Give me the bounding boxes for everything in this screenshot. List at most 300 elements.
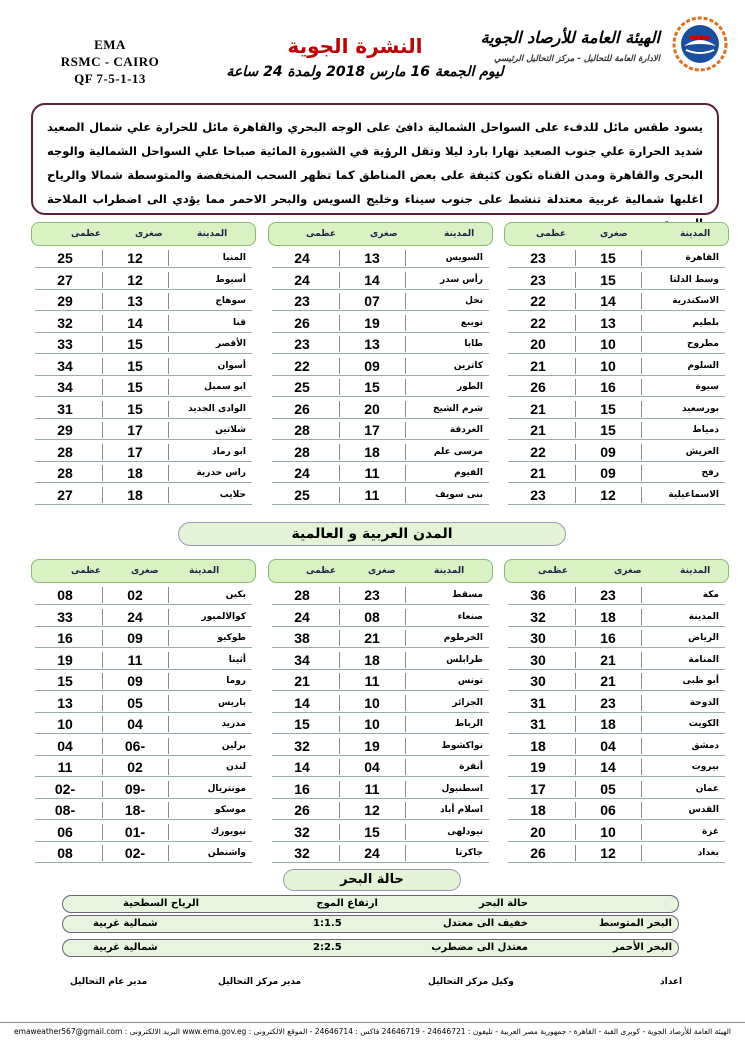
min-temp: 17 [108, 420, 162, 440]
max-temp: 14 [294, 694, 310, 711]
min-temp: 19 [345, 313, 399, 333]
city-name: رفح [647, 463, 725, 483]
max-temp: 34 [57, 379, 73, 395]
table-row [272, 800, 489, 820]
city-name: العريش [647, 442, 725, 462]
table-row [272, 485, 489, 505]
max-temp: 33 [57, 608, 73, 625]
city-header: المدينة [434, 566, 465, 576]
city-name: الاسماعيلية [647, 485, 725, 505]
min-temp: 09 [345, 356, 399, 376]
sea-col-wind: الرياح السطحية [123, 898, 200, 909]
table-row [35, 442, 252, 462]
city-name: دمشق [647, 736, 725, 756]
sea-wave: 2:2.5 [313, 942, 342, 953]
city-name: المدينة [647, 607, 725, 627]
table-row [35, 800, 252, 820]
min-temp: 11 [345, 485, 399, 505]
min-temp: 24 [108, 607, 162, 627]
table-row [272, 822, 489, 842]
min-temp: 14 [345, 270, 399, 290]
max-temp: 31 [530, 694, 546, 711]
min-temp: 04 [581, 736, 635, 756]
min-temp: 07 [345, 291, 399, 311]
forecast-text: يسود طقس مائل للدفء على السواحل الشمالية دافئ على الوجه البحري والقاهرة مائل للحرارة علي شمال الصعيد شديد الحرارة علي جنوب الصعيد نهارا بارد ليلا وتقل الرؤية في الشبورة المائية صباحا علي السواحل الشمالية والوجه البحرى والقاهرة ومدن القناه تكون كثيفة على بعض المناطق كما تظهر السحب المنخفضة والمتوسطة شمالا والرياح اغلبها شمالية غربية معتدلة تنشط على جنوب سيناء وخليج السويس والبحر الاحمر مما يؤدي الى اضطراب الملاحة [31, 103, 719, 215]
table-row [272, 377, 489, 397]
table-row [508, 607, 725, 627]
min-temp: 12 [581, 843, 635, 863]
table-row [35, 463, 252, 483]
min-temp: 23 [581, 693, 635, 713]
max-temp: 17 [530, 780, 546, 797]
min-temp: 15 [108, 377, 162, 397]
max-header: عظمى [306, 566, 337, 576]
city-name: سوهاج [174, 291, 252, 311]
city-name: الدوحة [647, 693, 725, 713]
ema-line: EMA [94, 37, 126, 52]
table-row [35, 607, 252, 627]
max-temp: 34 [57, 357, 73, 374]
table-row [508, 822, 725, 842]
city-name: كاترين [411, 356, 489, 376]
city-name: بكين [174, 585, 252, 605]
min-temp: 16 [581, 628, 635, 648]
table-row [272, 334, 489, 354]
max-temp: 28 [57, 465, 73, 481]
city-name: موسكو [174, 800, 252, 820]
world-table-left [31, 559, 256, 861]
max-header: عظمى [306, 229, 337, 239]
min-temp: 11 [345, 463, 399, 483]
min-temp: 14 [581, 291, 635, 311]
max-temp: 08- [54, 802, 76, 818]
table-row [35, 757, 252, 777]
table-row [508, 420, 725, 440]
max-temp: 10 [57, 716, 73, 732]
table-row [272, 714, 489, 734]
max-header: عظمى [71, 566, 102, 576]
min-temp: 20 [345, 399, 399, 419]
min-header: صغرى [131, 566, 159, 576]
city-name: نويبع [411, 313, 489, 333]
table-row [508, 671, 725, 691]
max-temp: 18 [530, 737, 546, 754]
city-name: أسيوط [174, 270, 252, 290]
table-row [35, 822, 252, 842]
city-name: مسقط [411, 585, 489, 605]
max-temp: 32 [294, 845, 310, 861]
table-row [508, 334, 725, 354]
city-name: سيوة [647, 377, 725, 397]
signature-general-manager: مدير عام التحاليل [70, 977, 148, 987]
min-temp: 13 [581, 313, 635, 333]
max-temp: 30 [530, 630, 546, 646]
min-temp: 10 [581, 334, 635, 354]
min-temp: 12 [345, 800, 399, 820]
min-temp: 15 [581, 270, 635, 290]
table-row [35, 628, 252, 648]
max-temp: 19 [530, 759, 546, 775]
city-header: المدينة [189, 566, 220, 576]
city-name: الوادى الجديد [174, 399, 252, 419]
table-row [272, 693, 489, 713]
city-name: القاهرة [647, 248, 725, 268]
table-row [272, 442, 489, 462]
table-row [272, 671, 489, 691]
table-row [508, 714, 725, 734]
bulletin-title: النشرة الجوية [287, 34, 423, 58]
ema-code-block [40, 36, 180, 87]
min-temp: 05 [581, 779, 635, 799]
table-row [35, 313, 252, 333]
min-temp: 06- [108, 736, 162, 756]
table-row [508, 248, 725, 268]
sea-state: معتدل الى مضطرب [431, 942, 528, 953]
table-row [272, 628, 489, 648]
signature-deputy: وكيل مركز التحاليل [428, 977, 514, 987]
table-row [508, 650, 725, 670]
min-header: صغرى [368, 566, 396, 576]
city-name: باريس [174, 693, 252, 713]
table-row [508, 442, 725, 462]
table-row [508, 313, 725, 333]
city-name: الخرطوم [411, 628, 489, 648]
max-temp: 26 [294, 802, 310, 818]
max-temp: 30 [530, 651, 546, 668]
city-name: أبو ظبى [647, 671, 725, 691]
city-name: الأقصر [174, 334, 252, 354]
table-row [272, 399, 489, 419]
city-name: المنيا [174, 248, 252, 268]
table-row [272, 463, 489, 483]
min-temp: 18 [108, 485, 162, 505]
ema-logo-icon [672, 16, 728, 72]
min-temp: 12 [108, 270, 162, 290]
max-temp: 32 [294, 737, 310, 754]
egypt-table-middle [268, 222, 493, 503]
min-temp: 08 [345, 607, 399, 627]
max-temp: 02- [54, 780, 76, 797]
table-row [508, 736, 725, 756]
footer-contact: الهيئة العامة للأرصاد الجوية - كوبرى القبة - القاهرة - جمهورية مصر العربية - تليفون : 24646721 - 24646719 فاكس : 24646714 - الموقع الالكترونى : www.ema.gov.eg البريد الالكترونى : emaweather567@gmail.com [0, 1022, 745, 1043]
table-row [508, 463, 725, 483]
table-row [35, 714, 252, 734]
min-temp: 10 [581, 822, 635, 842]
table-row [272, 843, 489, 863]
max-temp: 25 [57, 250, 73, 266]
table-row [508, 779, 725, 799]
table-row [508, 291, 725, 311]
max-temp: 18 [530, 802, 546, 818]
min-temp: 18 [581, 714, 635, 734]
city-header: المدينة [680, 229, 711, 239]
max-temp: 32 [57, 314, 73, 331]
max-temp: 23 [530, 271, 546, 288]
max-temp: 06 [57, 823, 73, 840]
min-temp: 15 [108, 334, 162, 354]
min-temp: 02 [108, 585, 162, 605]
city-name: نواكشوط [411, 736, 489, 756]
city-name: صنعاء [411, 607, 489, 627]
max-temp: 24 [294, 608, 310, 625]
city-name: شلاتين [174, 420, 252, 440]
max-temp: 08 [57, 845, 73, 861]
min-temp: 09 [108, 628, 162, 648]
max-temp: 26 [530, 845, 546, 861]
city-name: جاكرتا [411, 843, 489, 863]
city-name: مونتريال [174, 779, 252, 799]
city-name: بلطيم [647, 313, 725, 333]
min-temp: 13 [108, 291, 162, 311]
city-name: نيويورك [174, 822, 252, 842]
min-temp: 21 [581, 650, 635, 670]
max-temp: 25 [294, 486, 310, 503]
max-temp: 36 [530, 587, 546, 603]
city-name: مدريد [174, 714, 252, 734]
sea-wave: 1:1.5 [313, 918, 342, 929]
table-row [272, 650, 489, 670]
min-temp: 12 [581, 485, 635, 505]
min-temp: 09 [581, 463, 635, 483]
min-temp: 14 [108, 313, 162, 333]
city-name: شرم الشيخ [411, 399, 489, 419]
city-name: اسطنبول [411, 779, 489, 799]
city-name: عمان [647, 779, 725, 799]
max-temp: 32 [530, 608, 546, 625]
city-name: الكويت [647, 714, 725, 734]
min-temp: 09 [581, 442, 635, 462]
sea-row [62, 915, 679, 933]
sea-row [62, 939, 679, 957]
max-temp: 22 [530, 314, 546, 331]
max-temp: 24 [294, 250, 310, 266]
max-temp: 22 [530, 443, 546, 460]
city-name: الفيوم [411, 463, 489, 483]
city-name: كوالالمبور [174, 607, 252, 627]
city-name: أثينا [174, 650, 252, 670]
table-row [35, 843, 252, 863]
max-temp: 33 [57, 336, 73, 352]
world-cities-title: المدن العربية و العالمية [178, 522, 566, 546]
table-row [35, 270, 252, 290]
max-temp: 26 [294, 314, 310, 331]
city-name: طرابلس [411, 650, 489, 670]
max-temp: 24 [294, 465, 310, 481]
table-row [272, 248, 489, 268]
max-temp: 24 [294, 271, 310, 288]
max-temp: 26 [294, 400, 310, 417]
city-name: الطور [411, 377, 489, 397]
table-row [272, 356, 489, 376]
min-temp: 18 [581, 607, 635, 627]
min-temp: 23 [581, 585, 635, 605]
city-name: السويس [411, 248, 489, 268]
city-name: بورسعيد [647, 399, 725, 419]
min-temp: 11 [345, 671, 399, 691]
max-temp: 27 [57, 486, 73, 503]
city-name: أسوان [174, 356, 252, 376]
city-header: المدينة [197, 229, 228, 239]
min-temp: 10 [345, 714, 399, 734]
min-temp: 11 [345, 779, 399, 799]
min-temp: 11 [108, 650, 162, 670]
min-temp: 13 [345, 248, 399, 268]
table-row [272, 607, 489, 627]
min-header: صغرى [600, 229, 628, 239]
min-temp: 04 [108, 714, 162, 734]
sea-state-title: حالة البحر [283, 869, 461, 891]
min-temp: 17 [345, 420, 399, 440]
city-name: طوكيو [174, 628, 252, 648]
max-temp: 34 [294, 651, 310, 668]
min-temp: 12 [108, 248, 162, 268]
table-row [508, 843, 725, 863]
max-temp: 14 [294, 759, 310, 775]
city-name: مكة [647, 585, 725, 605]
city-name: حلايب [174, 485, 252, 505]
table-header [504, 559, 729, 583]
max-header: عظمى [536, 229, 567, 239]
max-temp: 38 [294, 630, 310, 646]
max-temp: 28 [294, 443, 310, 460]
city-name: مطروح [647, 334, 725, 354]
table-row [35, 291, 252, 311]
table-row [508, 485, 725, 505]
table-row [508, 585, 725, 605]
min-temp: 15 [581, 248, 635, 268]
sea-name: البحر الأحمر [612, 942, 672, 953]
city-name: وسط الدلتا [647, 270, 725, 290]
world-table-right [504, 559, 729, 861]
table-header [504, 222, 729, 246]
sea-header-row [62, 895, 679, 913]
min-temp: 04 [345, 757, 399, 777]
city-name: غزة [647, 822, 725, 842]
max-temp: 23 [294, 293, 310, 309]
min-temp: 05 [108, 693, 162, 713]
max-temp: 30 [530, 673, 546, 689]
table-row [272, 291, 489, 311]
table-row [35, 779, 252, 799]
table-row [272, 270, 489, 290]
max-temp: 26 [530, 379, 546, 395]
city-name: بنى سويف [411, 485, 489, 505]
city-name: نيودلهى [411, 822, 489, 842]
max-temp: 21 [530, 357, 546, 374]
rsmc-line: RSMC - CAIRO [60, 54, 160, 69]
city-name: رأس سدر [411, 270, 489, 290]
min-temp: 18 [345, 442, 399, 462]
signature-prepared: اعداد [660, 977, 683, 987]
max-temp: 04 [57, 737, 73, 754]
min-temp: 18 [345, 650, 399, 670]
table-header [268, 559, 493, 583]
city-header: المدينة [444, 229, 475, 239]
table-row [508, 377, 725, 397]
min-temp: 15 [108, 399, 162, 419]
min-temp: 21 [581, 671, 635, 691]
city-name: راس حدربة [174, 463, 252, 483]
max-temp: 22 [294, 357, 310, 374]
sea-name: البحر المتوسط [599, 918, 672, 929]
city-name: القدس [647, 800, 725, 820]
max-temp: 25 [294, 379, 310, 395]
table-row [35, 650, 252, 670]
city-name: أنقرة [411, 757, 489, 777]
city-name: تونس [411, 671, 489, 691]
city-name: الغردقة [411, 420, 489, 440]
min-temp: 15 [345, 822, 399, 842]
min-temp: 24 [345, 843, 399, 863]
egypt-table-left [31, 222, 256, 503]
max-temp: 27 [57, 271, 73, 288]
max-temp: 31 [57, 400, 73, 417]
min-header: صغرى [135, 229, 163, 239]
table-row [508, 356, 725, 376]
max-temp: 21 [530, 422, 546, 438]
city-name: الرباط [411, 714, 489, 734]
table-row [508, 800, 725, 820]
city-name: اسلام أباد [411, 800, 489, 820]
table-header [31, 559, 256, 583]
city-name: برلين [174, 736, 252, 756]
city-name: بغداد [647, 843, 725, 863]
city-name: الاسكندرية [647, 291, 725, 311]
min-header: صغرى [370, 229, 398, 239]
bulletin-date: ليوم الجمعة 16 مارس 2018 ولمدة 24 ساعة [226, 64, 504, 80]
min-temp: 21 [345, 628, 399, 648]
min-temp: 15 [108, 356, 162, 376]
city-name: دمياط [647, 420, 725, 440]
table-row [508, 399, 725, 419]
min-temp: 17 [108, 442, 162, 462]
table-row [35, 585, 252, 605]
city-name: بيروت [647, 757, 725, 777]
city-name: ابو سمبل [174, 377, 252, 397]
max-temp: 11 [57, 759, 73, 775]
table-row [272, 313, 489, 333]
city-name: طابا [411, 334, 489, 354]
city-name: روما [174, 671, 252, 691]
max-temp: 32 [294, 823, 310, 840]
city-name: لندن [174, 757, 252, 777]
city-name: قنا [174, 313, 252, 333]
city-name: ابو رماد [174, 442, 252, 462]
max-temp: 15 [57, 673, 73, 689]
table-header [268, 222, 493, 246]
min-temp: 02- [108, 843, 162, 863]
min-temp: 01- [108, 822, 162, 842]
max-header: عظمى [71, 229, 102, 239]
min-temp: 23 [345, 585, 399, 605]
table-row [508, 270, 725, 290]
max-header: عظمى [538, 566, 569, 576]
table-row [508, 693, 725, 713]
city-header: المدينة [680, 566, 711, 576]
min-temp: 15 [581, 420, 635, 440]
city-name: الرياض [647, 628, 725, 648]
min-temp: 19 [345, 736, 399, 756]
sea-col-wave: ارتفاع الموج [316, 898, 378, 909]
table-row [272, 585, 489, 605]
max-temp: 29 [57, 293, 73, 309]
city-name: مرسى علم [411, 442, 489, 462]
org-name: الهيئة العامة للأرصاد الجوية [480, 28, 660, 47]
max-temp: 21 [530, 465, 546, 481]
table-row [35, 248, 252, 268]
table-row [272, 779, 489, 799]
city-name: الجزائر [411, 693, 489, 713]
